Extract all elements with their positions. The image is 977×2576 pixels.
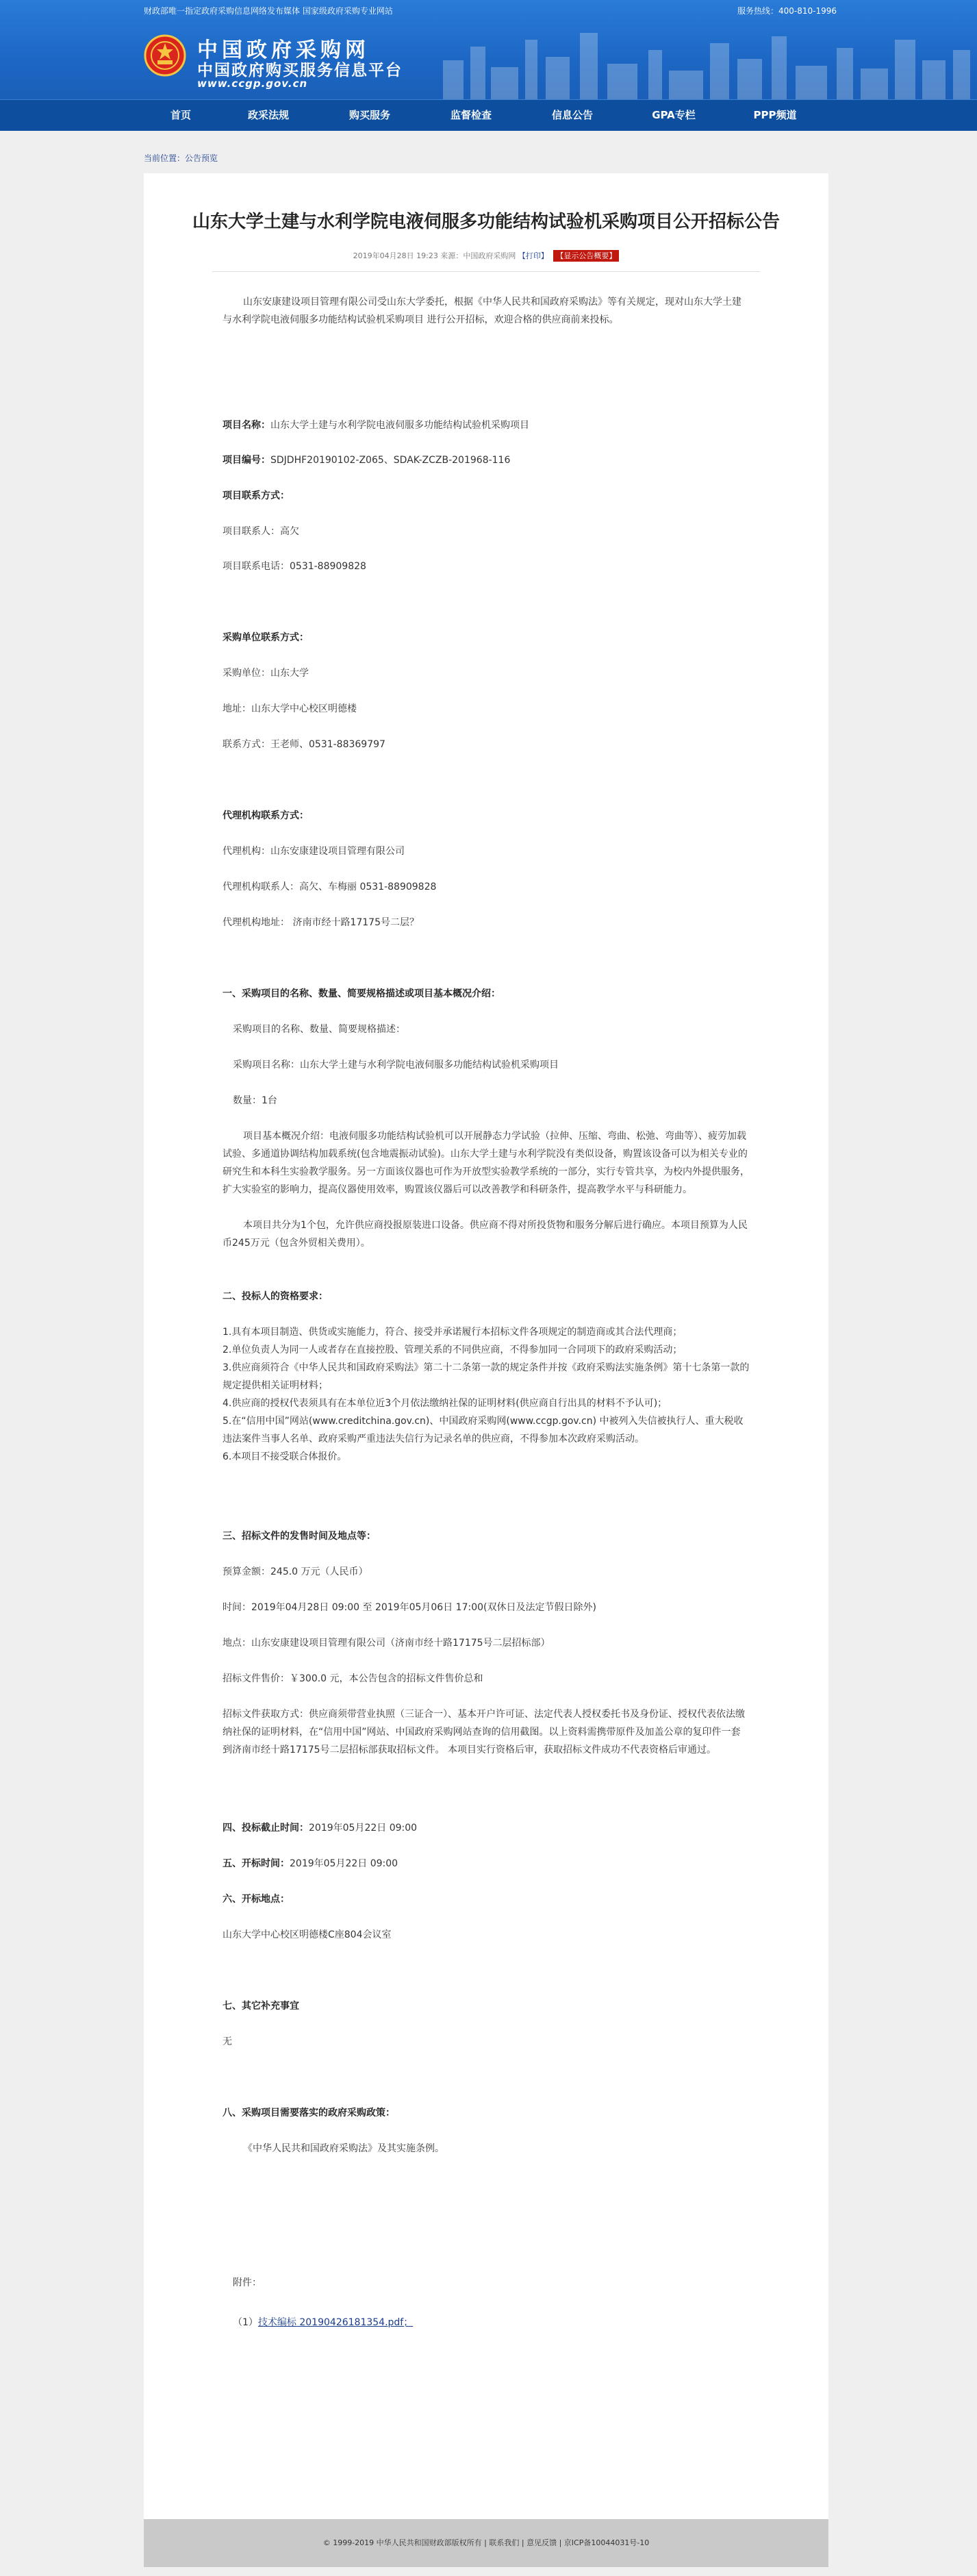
nav-item-announcements[interactable]: 信息公告	[551, 109, 593, 121]
section3-price: 招标文件售价：￥300.0 元，本公告包含的招标文件售价总和	[223, 1673, 483, 1684]
section8-label: 八、采购项目需要落实的政府采购政策：	[223, 2108, 395, 2118]
section5-label: 五、开标时间：	[223, 1858, 290, 1869]
section1-budget-note: 本项目共分为1个包，允许供应商投报原装进口设备。供应商不得对所投货物和服务分解后进行确应。本项目预算为人民币245万元（包含外贸相关费用）。	[223, 1220, 748, 1249]
section6-label: 六、开标地点：	[223, 1894, 290, 1905]
site-footer	[144, 2519, 828, 2567]
qualification-item: 2.单位负责人为同一人或者存在直接控股、管理关系的不同供应商，不得参加同一合同项下的政府采购活动；	[223, 1345, 683, 1355]
section2-list	[223, 1323, 750, 1466]
project-no-line	[223, 451, 750, 469]
nav-item-supervision[interactable]: 监督检查	[450, 109, 492, 121]
purchaser-unit: 采购单位：山东大学	[223, 668, 309, 679]
show-summary-button[interactable]: 【显示公告概要】	[553, 250, 619, 262]
site-header	[0, 0, 977, 99]
section3-time: 时间：2019年04月28日 09:00 至 2019年05月06日 17:00(双休日及法定节假日除外)	[223, 1602, 596, 1613]
section7-label: 七、其它补充事宜	[223, 2001, 299, 2012]
article-panel	[144, 173, 828, 2519]
qualification-item: 4.供应商的授权代表须具有在本单位近3个月依法缴纳社保的证明材料(供应商自行出具的材料不予认可)；	[223, 1398, 668, 1409]
section3-place: 地点：山东安康建设项目管理有限公司（济南市经十路17175号二层招标部）	[223, 1638, 550, 1649]
project-name-line	[223, 416, 750, 434]
nav-item-gpa[interactable]: GPA专栏	[652, 109, 696, 121]
agency-address: 代理机构地址： 济南市经十路17175号二层？	[223, 917, 419, 928]
section8-value: 《中华人民共和国政府采购法》及其实施条例。	[243, 2143, 444, 2154]
nav-item-purchase-services[interactable]: 购买服务	[348, 109, 390, 121]
national-emblem-logo	[144, 34, 186, 77]
project-name-label: 项目名称：	[223, 420, 270, 431]
section4-label: 四、投标截止时间：	[223, 1823, 309, 1834]
publish-info: 2019年04月28日 19:23 来源：中国政府采购网	[353, 251, 516, 260]
attachment-link[interactable]: 技术编标 20190426181354.pdf；	[257, 2317, 414, 2328]
attachment-label: 附件：	[233, 2277, 262, 2288]
attachment-line	[223, 2314, 760, 2331]
project-name-value: 山东大学土建与水利学院电液伺服多功能结构试验机采购项目	[270, 420, 529, 431]
nav-item-regulations[interactable]: 政采法规	[247, 109, 289, 121]
section2-title: 二、投标人的资格要求：	[223, 1291, 328, 1302]
nav-item-ppp[interactable]: PPP频道	[753, 109, 797, 121]
section4-line	[223, 1819, 750, 1837]
welcome-text: 财政部唯一指定政府采购信息网络发布媒体 国家级政府采购专业网站	[144, 6, 393, 16]
agency-title: 代理机构联系方式：	[223, 810, 309, 821]
project-contact-phone: 项目联系电话：0531-88909828	[223, 561, 366, 572]
breadcrumb	[144, 152, 218, 164]
print-link[interactable]: 【打印】	[518, 251, 548, 260]
project-contact-title: 项目联系方式：	[223, 490, 290, 501]
brand-subtitle: 中国政府购买服务信息平台	[197, 61, 403, 79]
article-meta	[144, 250, 828, 261]
brand-url: www.ccgp.gov.cn	[197, 77, 308, 90]
section3-budget: 预算金额：245.0 万元（人民币）	[223, 1566, 368, 1577]
title-divider	[212, 271, 760, 272]
skyline-decoration	[416, 19, 977, 99]
agency-name: 代理机构：山东安康建设项目管理有限公司	[223, 846, 405, 857]
qualification-item: 3.供应商须符合《中华人民共和国政府采购法》第二十二条第一款的规定条件并按《政府采购法实施条例》第十七条第一款的规定提供相关证明材料；	[223, 1362, 750, 1391]
top-bar	[0, 0, 977, 19]
section1-line1: 采购项目的名称、数量、简要规格描述：	[233, 1024, 405, 1035]
section1-overview: 项目基本概况介绍：电液伺服多功能结构试验机可以开展静态力学试验（拉伸、压缩、弯曲、松弛、弯曲等）、疲劳加载试验、多通道协调结构加载系统(包含地震振动试验)。山东大学土建与水利学院没有类似设备，购置该设备可以为相关专业的研究生和本科生实验教学服务。另一方面该仪器也可作为开放型实验教学系统的一部分，实行专管共享，为校内外提供服务，扩大实验室的影响力，提高仪器使用效率，购置该仪器后可以改善教学和科研条件，提高教学水平与科研能力。	[223, 1131, 750, 1195]
section6-value: 山东大学中心校区明德楼C座804会议室	[223, 1929, 392, 1940]
nav-item-home[interactable]: 首页	[170, 109, 191, 121]
section3-method: 招标文件获取方式：供应商须带营业执照（三证合一）、基本开户许可证、法定代表人授权委托书及身份证、授权代表依法缴纳社保的证明材料，在“信用中国”网站、中国政府采购网站查询的信用截图。以上资料需携带原件及加盖公章的复印件一套到济南市经十路17175号二层招标部获取招标文件。 本项目实行资格后审，获取招标文件成功不代表资格后审通过。	[223, 1709, 745, 1755]
intro-paragraph: 山东安康建设项目管理有限公司受山东大学委托，根据《中华人民共和国政府采购法》等有关规定，现对山东大学土建与水利学院电液伺服多功能结构试验机采购项目 进行公开招标，欢迎合格的供应商前来投标。	[223, 297, 741, 325]
section5-line	[223, 1855, 750, 1873]
attachment-index: （1）	[233, 2317, 258, 2328]
qualification-item: 1.具有本项目制造、供货或实施能力，符合、接受并承诺履行本招标文件各项规定的制造商或其合法代理商；	[223, 1327, 683, 1338]
project-contact-person: 项目联系人：高欠	[223, 526, 299, 537]
hotline-text: 服务热线：400-810-1996	[737, 6, 837, 16]
purchaser-phone: 联系方式：王老师、0531-88369797	[223, 739, 385, 750]
section1-title: 一、采购项目的名称、数量、简要规格描述或项目基本概况介绍：	[223, 988, 500, 999]
qualification-item: 5.在“信用中国”网站(www.creditchina.gov.cn)、中国政府采购网(www.ccgp.gov.cn) 中被列入失信被执行人、重大税收违法案件当事人名单、政府采购严重违法失信行为记录名单的供应商，不得参加本次政府采购活动。	[223, 1416, 744, 1445]
section3-title: 三、招标文件的发售时间及地点等：	[223, 1531, 376, 1542]
project-no-label: 项目编号：	[223, 455, 270, 466]
agency-contact: 代理机构联系人：高欠、车梅丽 0531-88909828	[223, 881, 437, 892]
section1-line3: 数量：1台	[233, 1095, 277, 1106]
footer-copyright: © 1999-2019 中华人民共和国财政部版权所有 | 联系我们 | 意见反馈 | 京ICP备10044031号-10	[322, 2538, 650, 2547]
brand-title: 中国政府采购网	[197, 38, 370, 62]
purchaser-title: 采购单位联系方式：	[223, 632, 309, 643]
section7-value: 无	[223, 2036, 232, 2047]
qualification-item: 6.本项目不接受联合体报价。	[223, 1451, 347, 1462]
section5-value: 2019年05月22日 09:00	[290, 1858, 398, 1869]
section1-line2: 采购项目名称：山东大学土建与水利学院电液伺服多功能结构试验机采购项目	[233, 1060, 559, 1071]
project-no-value: SDJDHF20190102-Z065、SDAK-ZCZB-201968-116	[270, 455, 511, 466]
main-nav	[0, 99, 977, 131]
section4-value: 2019年05月22日 09:00	[309, 1823, 418, 1834]
purchaser-address: 地址：山东大学中心校区明德楼	[223, 703, 357, 714]
breadcrumb-text: 当前位置：公告预览	[144, 153, 218, 163]
page-title: 山东大学土建与水利学院电液伺服多功能结构试验机采购项目公开招标公告	[192, 212, 780, 232]
